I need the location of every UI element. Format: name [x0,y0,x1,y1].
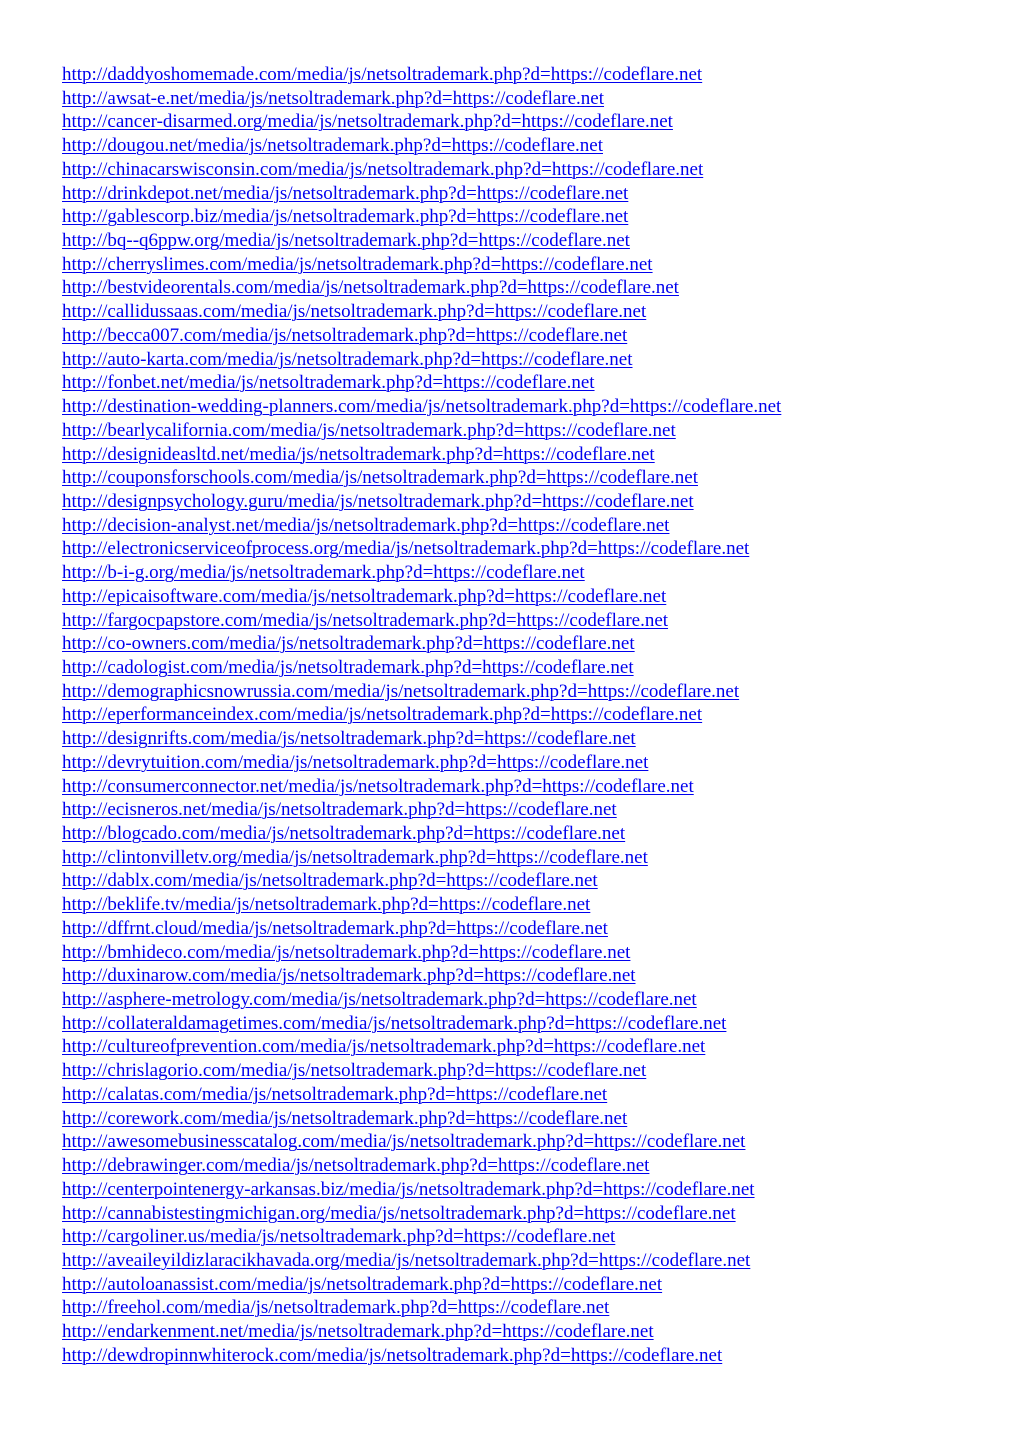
list-item [62,324,1002,348]
list-item [62,1273,1002,1297]
link[interactable]: http://couponsforschools.com/media/js/netsoltrademark.php?d=https://codeflare.net [62,467,698,489]
list-item [62,561,1002,585]
link[interactable]: http://cargoliner.us/media/js/netsoltrademark.php?d=https://codeflare.net [62,1226,616,1248]
list-item [62,703,1002,727]
link[interactable]: http://devrytuition.com/media/js/netsoltrademark.php?d=https://codeflare.net [62,751,649,773]
link[interactable]: http://awesomebusinesscatalog.com/media/js/netsoltrademark.php?d=https://codeflare.net [62,1131,746,1153]
link[interactable]: http://becca007.com/media/js/netsoltrademark.php?d=https://codeflare.net [62,324,628,346]
link[interactable]: http://cannabistestingmichigan.org/media/js/netsoltrademark.php?d=https://codeflare.net [62,1202,736,1224]
link[interactable]: http://asphere-metrology.com/media/js/netsoltrademark.php?d=https://codeflare.net [62,989,697,1011]
link[interactable]: http://bearlycalifornia.com/media/js/netsoltrademark.php?d=https://codeflare.net [62,419,676,441]
link[interactable]: http://endarkenment.net/media/js/netsoltrademark.php?d=https://codeflare.net [62,1321,654,1343]
list-item [62,941,1002,965]
list-item [62,680,1002,704]
list-item [62,656,1002,680]
list-item [62,751,1002,775]
link[interactable]: http://electronicserviceofprocess.org/media/js/netsoltrademark.php?d=https://codeflare.net [62,538,750,560]
list-item [62,300,1002,324]
link[interactable]: http://gablescorp.biz/media/js/netsoltrademark.php?d=https://codeflare.net [62,206,629,228]
list-item [62,63,1002,87]
link[interactable]: http://centerpointenergy-arkansas.biz/media/js/netsoltrademark.php?d=https://codeflare.net [62,1178,755,1200]
link[interactable]: http://clintonvilletv.org/media/js/netsoltrademark.php?d=https://codeflare.net [62,846,648,868]
link[interactable]: http://cherryslimes.com/media/js/netsoltrademark.php?d=https://codeflare.net [62,253,653,275]
link[interactable]: http://designideasltd.net/media/js/netsoltrademark.php?d=https://codeflare.net [62,443,655,465]
list-item [62,134,1002,158]
link[interactable]: http://fonbet.net/media/js/netsoltrademark.php?d=https://codeflare.net [62,372,595,394]
list-item [62,893,1002,917]
list-item [62,276,1002,300]
link[interactable]: http://callidussaas.com/media/js/netsoltrademark.php?d=https://codeflare.net [62,301,647,323]
list-item [62,822,1002,846]
list-item [62,229,1002,253]
list-item [62,1225,1002,1249]
link[interactable]: http://blogcado.com/media/js/netsoltrademark.php?d=https://codeflare.net [62,823,626,844]
link[interactable]: http://chinacarswisconsin.com/media/js/netsoltrademark.php?d=https://codeflare.net [62,158,704,180]
list-item [62,158,1002,182]
link[interactable]: http://cultureofprevention.com/media/js/netsoltrademark.php?d=https://codeflare.net [62,1036,706,1058]
link-list [62,63,1002,1368]
link[interactable]: http://cancer-disarmed.org/media/js/netsoltrademark.php?d=https://codeflare.net [62,111,673,133]
link[interactable]: http://designrifts.com/media/js/netsoltrademark.php?d=https://codeflare.net [62,728,636,750]
link[interactable]: http://demographicsnowrussia.com/media/js/netsoltrademark.php?d=https://codeflare.net [62,680,740,702]
list-item [62,419,1002,443]
list-item [62,775,1002,799]
link[interactable]: http://eperformanceindex.com/media/js/netsoltrademark.php?d=https://codeflare.net [62,704,703,726]
list-item [62,988,1002,1012]
list-item [62,110,1002,134]
list-item [62,1344,1002,1368]
link[interactable]: http://bestvideorentals.com/media/js/netsoltrademark.php?d=https://codeflare.net [62,277,679,299]
list-item [62,537,1002,561]
list-item [62,253,1002,277]
link[interactable]: http://dffrnt.cloud/media/js/netsoltrademark.php?d=https://codeflare.net [62,917,608,939]
link[interactable]: http://dewdropinnwhiterock.com/media/js/netsoltrademark.php?d=https://codeflare.net [62,1344,723,1366]
link[interactable]: http://cadologist.com/media/js/netsoltrademark.php?d=https://codeflare.net [62,656,634,678]
link[interactable]: http://ecisneros.net/media/js/netsoltrademark.php?d=https://codeflare.net [62,799,617,821]
list-item [62,1130,1002,1154]
link[interactable]: http://corework.com/media/js/netsoltrademark.php?d=https://codeflare.net [62,1107,628,1129]
list-item [62,443,1002,467]
list-item [62,1107,1002,1131]
link[interactable]: http://autoloanassist.com/media/js/netsoltrademark.php?d=https://codeflare.net [62,1273,663,1295]
link[interactable]: http://consumerconnector.net/media/js/netsoltrademark.php?d=https://codeflare.net [62,775,694,797]
link[interactable]: http://duxinarow.com/media/js/netsoltrademark.php?d=https://codeflare.net [62,965,636,987]
link[interactable]: http://designpsychology.guru/media/js/netsoltrademark.php?d=https://codeflare.net [62,490,694,512]
list-item [62,1012,1002,1036]
link[interactable]: http://drinkdepot.net/media/js/netsoltrademark.php?d=https://codeflare.net [62,182,629,204]
list-item [62,348,1002,372]
link[interactable]: http://daddyoshomemade.com/media/js/netsoltrademark.php?d=https://codeflare.net [62,64,703,85]
list-item [62,917,1002,941]
list-item [62,1296,1002,1320]
link[interactable]: http://bmhideco.com/media/js/netsoltrademark.php?d=https://codeflare.net [62,941,631,963]
list-item [62,846,1002,870]
link[interactable]: http://awsat-e.net/media/js/netsoltrademark.php?d=https://codeflare.net [62,87,605,109]
list-item [62,1178,1002,1202]
list-item [62,1035,1002,1059]
list-item [62,632,1002,656]
list-item [62,182,1002,206]
list-item [62,490,1002,514]
link[interactable]: http://beklife.tv/media/js/netsoltrademark.php?d=https://codeflare.net [62,894,591,916]
list-item [62,1059,1002,1083]
list-item [62,798,1002,822]
link[interactable]: http://chrislagorio.com/media/js/netsoltrademark.php?d=https://codeflare.net [62,1060,647,1082]
list-item [62,1154,1002,1178]
link[interactable]: http://co-owners.com/media/js/netsoltrademark.php?d=https://codeflare.net [62,633,635,655]
link[interactable]: http://aveaileyildizlaracikhavada.org/media/js/netsoltrademark.php?d=https://codeflare.net [62,1249,751,1271]
list-item [62,87,1002,111]
link[interactable]: http://auto-karta.com/media/js/netsoltrademark.php?d=https://codeflare.net [62,348,633,370]
list-item [62,514,1002,538]
list-item [62,1083,1002,1107]
list-item [62,466,1002,490]
link[interactable]: http://freehol.com/media/js/netsoltrademark.php?d=https://codeflare.net [62,1297,610,1319]
link[interactable]: http://calatas.com/media/js/netsoltrademark.php?d=https://codeflare.net [62,1083,608,1105]
list-item [62,585,1002,609]
list-item [62,727,1002,751]
list-item [62,205,1002,229]
list-item [62,371,1002,395]
link[interactable]: http://decision-analyst.net/media/js/netsoltrademark.php?d=https://codeflare.net [62,514,670,536]
list-item [62,1249,1002,1273]
list-item [62,1320,1002,1344]
link[interactable]: http://dablx.com/media/js/netsoltrademark.php?d=https://codeflare.net [62,870,598,892]
list-item [62,1202,1002,1226]
link[interactable]: http://fargocpapstore.com/media/js/netsoltrademark.php?d=https://codeflare.net [62,609,669,631]
link[interactable]: http://bq--q6ppw.org/media/js/netsoltrademark.php?d=https://codeflare.net [62,230,630,252]
link[interactable]: http://collateraldamagetimes.com/media/js/netsoltrademark.php?d=https://codeflare.net [62,1012,727,1034]
link[interactable]: http://epicaisoftware.com/media/js/netsoltrademark.php?d=https://codeflare.net [62,585,667,607]
list-item [62,869,1002,893]
list-item [62,395,1002,419]
link[interactable]: http://debrawinger.com/media/js/netsoltrademark.php?d=https://codeflare.net [62,1155,650,1177]
link[interactable]: http://b-i-g.org/media/js/netsoltrademark.php?d=https://codeflare.net [62,562,585,584]
list-item [62,609,1002,633]
list-item [62,964,1002,988]
link[interactable]: http://dougou.net/media/js/netsoltrademark.php?d=https://codeflare.net [62,135,603,157]
link[interactable]: http://destination-wedding-planners.com/media/js/netsoltrademark.php?d=https://codeflare.net [62,396,782,418]
